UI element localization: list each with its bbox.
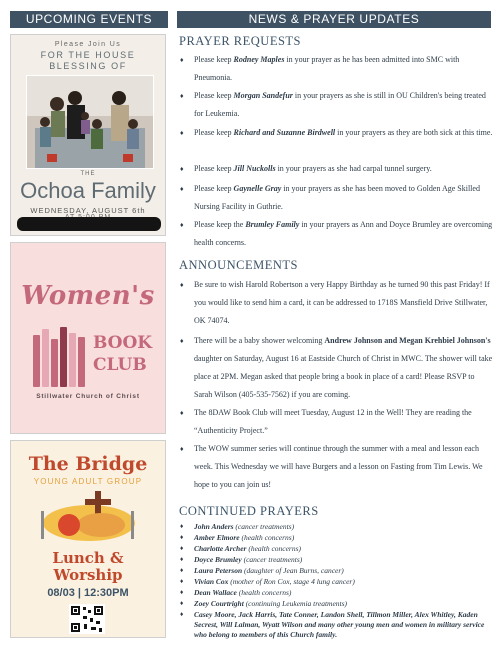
bridge-subtitle: YOUNG ADULT GROUP [33,477,143,486]
item-text: Be sure to wish Harold Robertson a very Happy Birthday as he turned 90 this past Friday! If you would like to send him a card, it can be addressed to 1718S Mansfield Drive Stillwater, OK 74074. [194,280,490,325]
item-note: (health concerns) [239,533,295,542]
continued-prayers-heading: CONTINUED PRAYERS [179,504,319,518]
item-text: Please keep [194,128,234,137]
item-note: (health concerns) [236,588,292,597]
bullet-icon: ♦ [180,578,184,585]
continued-prayer-item [180,577,494,587]
item-name: Gaynelle Gray [233,184,282,193]
prayer-item [180,124,494,142]
prayer-item [180,87,494,123]
bullet-icon: ♦ [180,611,184,618]
item-note: (health concerns) [246,544,302,553]
item-text: Please keep the [194,220,246,229]
bullet-icon: ♦ [180,129,184,137]
bridge-lunch: Lunch & [52,549,124,567]
prayer-item [180,180,494,216]
item-text: The WOW summer series will continue through the summer with a meal and lesson each week. This Wednesday we will have Burgers and a lesson on Fasting from Tim Lewis. We hope to you can join us! [194,444,483,489]
bridge-title: The Bridge [28,453,148,475]
bread-cross-icon [39,489,139,545]
item-text: Please keep [194,184,234,193]
item-name: Andrew Johnson and Megan Krehbiel Johnson's [324,336,491,345]
continued-prayer-item [180,544,494,554]
bullet-icon: ♦ [180,281,184,289]
continued-prayer-item [180,522,494,532]
bridge-worship: Worship [53,566,123,584]
continued-prayer-item [180,555,494,565]
prayer-item [180,160,494,178]
bullet-icon: ♦ [180,409,184,417]
item-text: in your prayers as Ann and Doyce Brumley are overcoming health concerns. [194,220,493,247]
item-note: (daughter of Jean Burns, cancer) [242,566,344,575]
bridge-flyer [10,440,166,638]
item-name: Doyce Brumley [194,555,242,564]
announcement-item [180,332,494,404]
house-line2: BLESSING OF [49,61,127,71]
item-text: Please keep [194,55,234,64]
continued-prayer-item [180,566,494,576]
continued-prayer-item [180,588,494,598]
bullet-icon: ♦ [180,523,184,530]
bullet-icon: ♦ [180,567,184,574]
bullet-icon: ♦ [180,534,184,541]
prayer-item [180,51,494,87]
bullet-icon: ♦ [180,56,184,64]
item-name: Dean Wallace [194,588,237,597]
item-name: Amber Elmore [194,533,240,542]
family-photo [26,75,154,169]
bullet-icon: ♦ [180,92,184,100]
item-name: Vivian Cox [194,577,229,586]
item-name: Jill Nuckolls [233,164,276,173]
item-note: (cancer treatments) [233,522,295,531]
item-name: Laura Peterson [194,566,243,575]
item-name: John Anders [194,522,234,531]
item-name: Rodney Maples [233,55,285,64]
family-name: Ochoa Family [20,178,156,203]
item-text: daughter on Saturday, August 16 at Eastside Church of Christ in MWC. The shower will take place at 2PM. Megan asked that people bring a book in place of a card! Please RSVP to Sarah Wilson (405-535-7562) if you are coming. [194,354,493,399]
prayer-item [180,216,494,252]
announcements-heading: ANNOUNCEMENTS [179,258,298,272]
announcement-item [180,404,494,440]
item-name: Richard and Suzanne Birdwell [233,128,336,137]
bullet-icon: ♦ [180,600,184,607]
house-line1: FOR THE HOUSE [40,50,136,60]
item-text: in your prayers as she has been moved to Golden Age Skilled Nursing Facility in Guthrie. [194,184,480,211]
bullet-icon: ♦ [180,545,184,552]
book-stack-icon [33,325,91,387]
bullet-icon: ♦ [180,556,184,563]
item-name: Zoey Courtright [194,599,244,608]
book-line2: BOOK [93,333,153,353]
news-prayer-header: NEWS & PRAYER UPDATES [177,11,491,28]
continued-prayer-item [180,610,494,640]
bridge-datetime: 08/03 | 12:30PM [47,587,129,599]
item-text: The 8DAW Book Club will meet Tuesday, August 12 in the Well! They are reading the “Authenticity Project.” [194,408,472,435]
item-note: (cancer treatments) [241,555,303,564]
item-name: Brumley Family [245,220,300,229]
announcement-item [180,440,494,494]
item-name: Morgan Sandefur [233,91,293,100]
item-text: in your prayers as they are both sick at this time. [335,128,493,137]
upcoming-events-header: UPCOMING EVENTS [10,11,168,28]
qr-code-icon [69,604,105,634]
prayer-requests-heading: PRAYER REQUESTS [179,34,301,48]
item-name: Casey Moore, Jack Harris, Tate Conner, Landon Shell, Tillmon Miller, Alex Whitley, Kaden Secrest, Will Lalman, Wyatt Wilson and many other young men and women in military service who belong to members of this Church family. [194,610,485,639]
redaction-bar [17,217,161,231]
book-line1: Women's [21,281,155,311]
book-club-flyer [10,242,166,434]
continued-prayer-item [180,533,494,543]
item-note: (mother of Ron Cox, stage 4 lung cancer) [228,577,355,586]
join-text: Please Join Us [54,41,122,48]
item-text: Please keep [194,164,234,173]
bullet-icon: ♦ [180,589,184,596]
item-note: (continuing Leukemia treatments) [243,599,348,608]
blessing-date: WEDNESDAY, AUGUST 6th [30,206,146,215]
continued-prayer-item [180,599,494,609]
bullet-icon: ♦ [180,165,184,173]
item-text: There will be a baby shower welcoming [194,336,325,345]
book-church: Stillwater Church of Christ [36,393,140,400]
bullet-icon: ♦ [180,445,184,453]
book-line3: CLUB [93,355,147,375]
house-blessing-flyer [10,34,166,236]
announcement-item [180,276,494,330]
item-text: in your prayers as she is still in OU Children's being treated for Leukemia. [194,91,486,118]
bullet-icon: ♦ [180,185,184,193]
item-text: in your prayer as he has been admitted into SMC with Pneumonia. [194,55,460,82]
item-text: Please keep [194,91,234,100]
bullet-icon: ♦ [180,221,184,229]
the-text: THE [80,171,96,177]
item-text: in your prayers as she had carpal tunnel surgery. [275,164,432,173]
bullet-icon: ♦ [180,337,184,345]
item-name: Charlotte Archer [194,544,247,553]
